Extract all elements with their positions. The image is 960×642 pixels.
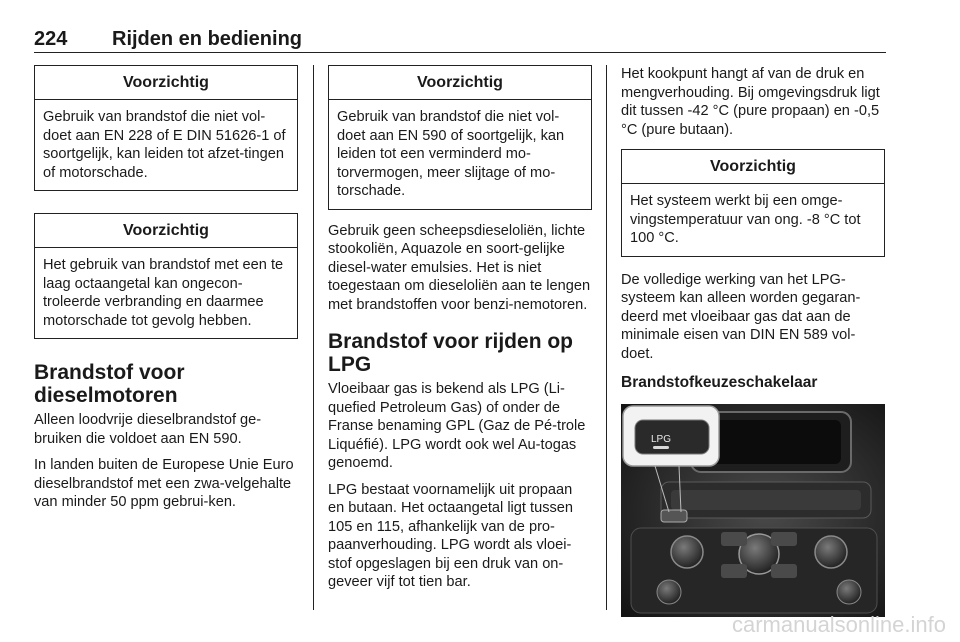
caution-text: Gebruik van brandstof die niet vol-doet aan EN 590 of soortgelijk, kan leiden tot een verminderd mo-torvermogen, meer slijtage of mo-torschade. [337, 109, 565, 199]
column-2 [328, 65, 592, 600]
caution-heading: Voorzichtig [622, 150, 884, 184]
column-divider-2 [606, 65, 607, 610]
watermark: carmanualsonline.info [731, 612, 946, 637]
caution-text: Gebruik van brandstof die niet vol-doet aan EN 228 of E DIN 51626-1 of soortgelijk, kan leiden tot afzet-tingen of motorschade. [43, 109, 286, 181]
column-1 [34, 65, 298, 520]
column-3 [621, 65, 885, 617]
column-divider-1 [313, 65, 314, 610]
caution-box [34, 65, 298, 191]
caution-heading: Voorzichtig [329, 66, 591, 100]
paragraph: LPG bestaat voornamelijk uit propaan en butaan. Het octaangetal ligt tussen 105 en 115, afhankelijk van de pro-paanverhouding. LPG wordt als vloei-stof opgeslagen bij een druk van on-geveer vijf tot tien bar. [328, 481, 574, 590]
dashboard-illustration [621, 404, 885, 617]
section-heading: Brandstof voor rijden op LPG [328, 330, 574, 376]
paragraph: In landen buiten de Europese Unie Euro dieselbrandstof met een zwa-velgehalte van minder 50 ppm gebrui-ken. [34, 457, 294, 510]
page-header [34, 28, 886, 53]
caution-heading: Voorzichtig [35, 66, 297, 100]
chapter-title: Rijden en bediening [112, 28, 303, 50]
fuel-selector-photo [621, 404, 885, 617]
page-number: 224 [34, 28, 68, 50]
subheading: Brandstofkeuzeschakelaar [621, 374, 818, 391]
svg-text:LPG: LPG [650, 434, 672, 445]
section-heading: Brandstof voor dieselmotoren [34, 361, 185, 407]
caution-box [34, 213, 298, 339]
paragraph: Vloeibaar gas is bekend als LPG (Li-quefied Petroleum Gas) of onder de Franse benaming GPL (Gaz de Pé-trole Liquéfié). LPG wordt ook wel Au-togas genoemd. [328, 381, 586, 471]
caution-box [621, 149, 885, 257]
caution-text: Het systeem werkt bij een omge-vingstemperatuur van ong. -8 °C tot 100 °C. [630, 193, 861, 246]
paragraph: Gebruik geen scheepsdieseloliën, lichte stookoliën, Aquazole en soort-gelijke diesel-water emulsies. Het is niet toegestaan om dieseloliën aan te lengen met brandstoffen voor benzi-nemotoren. [328, 222, 591, 313]
paragraph: De volledige werking van het LPG-systeem kan alleen worden gegaran-deerd met vloeibaar gas dat aan de minimale eisen van DIN EN 589 vol-doet. [621, 271, 861, 362]
caution-heading: Voorzichtig [35, 214, 297, 248]
paragraph: Het kookpunt hangt af van de druk en mengverhouding. Bij omgevingsdruk ligt dit tussen -42 °C (pure propaan) en -0,5 °C (pure butaan). [621, 66, 880, 138]
caution-box [328, 65, 592, 210]
caution-text: Het gebruik van brandstof met een te laag octaangetal kan ongecon-troleerde verbranding en daarmee motorschade tot gevolg hebben. [43, 257, 284, 329]
paragraph: Alleen loodvrije dieselbrandstof ge-bruiken die voldoet aan EN 590. [34, 412, 262, 447]
